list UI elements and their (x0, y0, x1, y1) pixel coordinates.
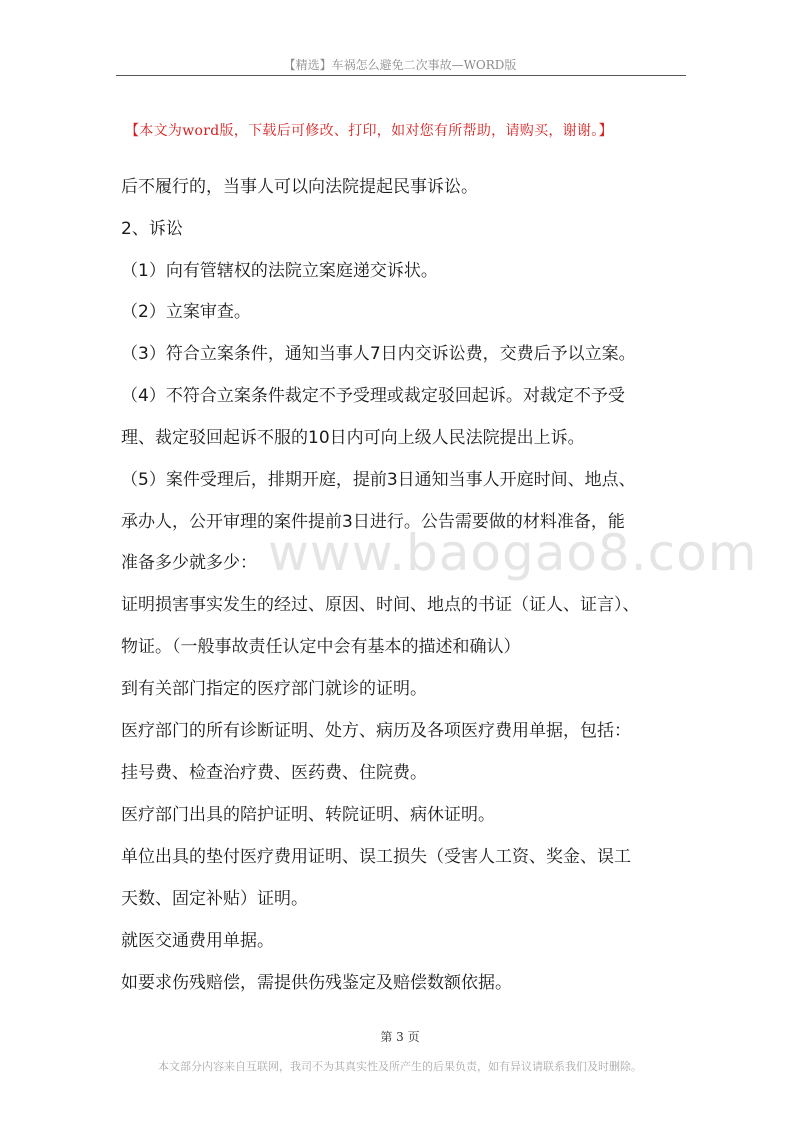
body-line-9: 承办人，公开审理的案件提前3日进行。公告需要做的材料准备，能 (121, 512, 625, 532)
body-line-3: （1）向有管辖权的法院立案庭递交诉状。 (121, 261, 438, 281)
body-line-13: 到有关部门指定的医疗部门就诊的证明。 (121, 679, 427, 699)
body-line-15: 挂号费、检查治疗费、医药费、住院费。 (121, 763, 427, 783)
watermark: www.baogao8.com (268, 524, 758, 582)
body-line-6: （4）不符合立案条件裁定不予受理或裁定驳回起诉。对裁定不予受 (121, 386, 625, 406)
body-line-4: （2）立案审查。 (121, 302, 251, 322)
page-number: 第 3 页 (380, 1030, 420, 1044)
body-line-14: 医疗部门的所有诊断证明、处方、病历及各项医疗费用单据，包括： (121, 721, 631, 741)
header-divider (116, 75, 686, 76)
page-footer-disclaimer: 本文部分内容来自互联网，我司不为其真实性及所产生的后果负责，如有异议请联系我们及时删除。 (158, 1060, 642, 1073)
body-line-10: 准备多少就多少： (121, 553, 257, 573)
body-line-18: 天数、固定补贴）证明。 (121, 889, 308, 909)
body-line-8: （5）案件受理后，排期开庭，提前3日通知当事人开庭时间、地点、 (121, 470, 636, 490)
body-line-1: 后不履行的，当事人可以向法院提起民事诉讼。 (121, 177, 478, 197)
body-line-17: 单位出具的垫付医疗费用证明、误工损失（受害人工资、奖金、误工 (121, 847, 631, 867)
word-version-notice: 【本文为word版，下载后可修改、打印，如对您有所帮助，请购买，谢谢。】 (125, 123, 613, 139)
body-line-12: 物证。（一般事故责任认定中会有基本的描述和确认） (121, 637, 521, 657)
body-line-20: 如要求伤残赔偿，需提供伤残鉴定及赔偿数额依据。 (121, 973, 512, 993)
body-line-19: 就医交通费用单据。 (121, 931, 274, 951)
body-line-5: （3）符合立案条件，通知当事人7日内交诉讼费，交费后予以立案。 (121, 344, 636, 364)
body-line-16: 医疗部门出具的陪护证明、转院证明、病休证明。 (121, 805, 495, 825)
body-line-2: 2、诉讼 (121, 219, 183, 239)
body-line-11: 证明损害事实发生的经过、原因、时间、地点的书证（证人、证言）、 (121, 595, 640, 615)
page-header: 【精选】车祸怎么避免二次事故—WORD版 (283, 58, 517, 72)
body-line-7: 理、裁定驳回起诉不服的10日内可向上级人民法院提出上诉。 (121, 428, 585, 448)
